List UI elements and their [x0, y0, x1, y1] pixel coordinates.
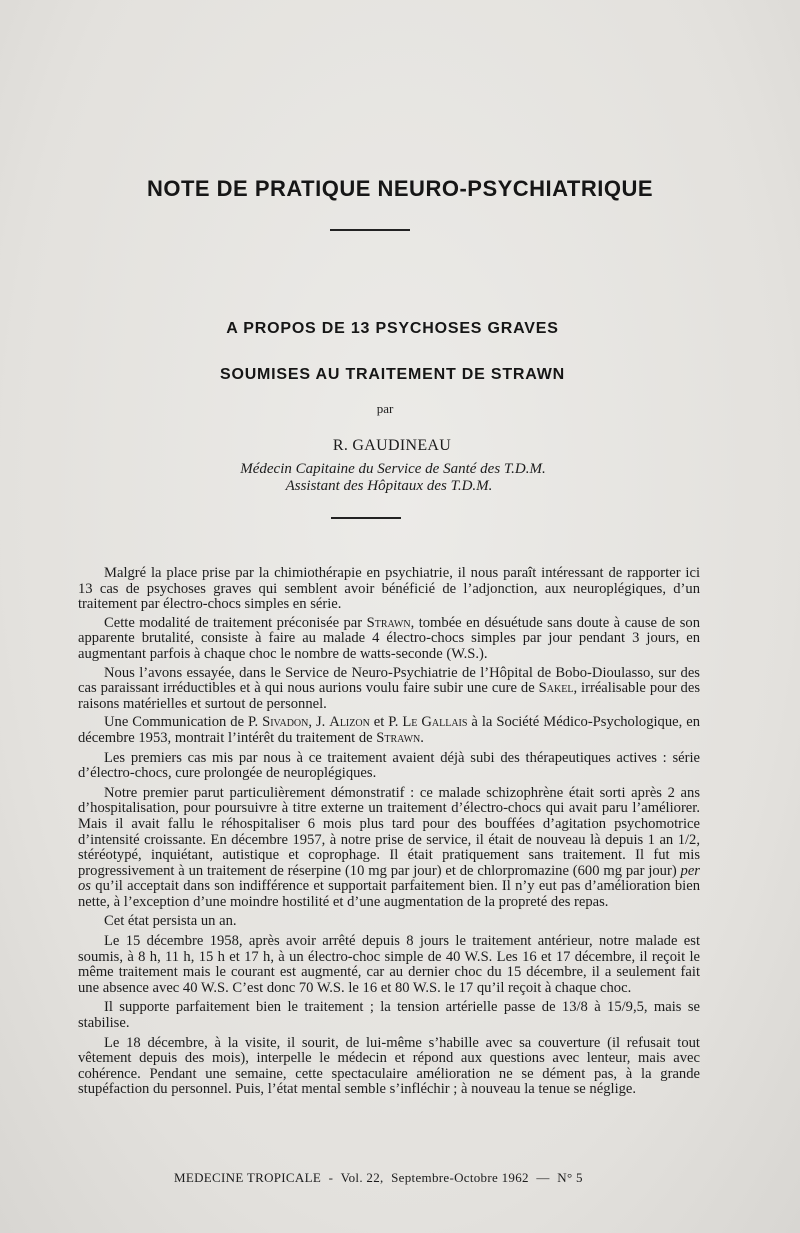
paragraph-7: Cet état persista un an.: [104, 913, 237, 930]
paragraph-8: Le 15 décembre 1958, après avoir arrêté depuis 8 jours le traitement antérieur, notre malade est soumis, à 8 h, 11 h, 15 h et 17 h, à un électro-choc simple de 40 W.S. Les 16 et 17 décembre, il reçoit le même traitement mais le courant est augmenté, car au dernier choc du 15 décembre, il a seulement fait une absence avec 40 W.S. C’est donc 70 W.S. le 16 et 80 W.S. le 17 qu’il reçoit à chaque choc.: [78, 933, 700, 996]
paragraph-3: Nous l’avons essayée, dans le Service de Neuro-Psychiatrie de l’Hôpital de Bobo-Dioulasso, sur des cas paraissant irréductibles et à qui nous aurions voulu faire subir une cure de Sakel, irréalisable pour des raisons matérielles et surtout de personnel.: [78, 664, 701, 712]
paragraph-1: Malgré la place prise par la chimiothérapie en psychiatrie, il nous paraît intéressant de rapporter ici 13 cas de psychoses graves qui semblent avoir bénéficié de l’adjonction, aux neuroplégiques, d’un traitement par électro-chocs simples en série.: [78, 565, 700, 613]
article-title-line-2: SOUMISES AU TRAITEMENT DE STRAWN: [219, 366, 565, 383]
byline-par: par: [376, 401, 394, 416]
footer-date: Septembre-Octobre 1962: [391, 1170, 529, 1185]
footer-journal: MEDECINE TROPICALE: [174, 1170, 322, 1185]
page-footer: MEDECINE TROPICALE - Vol. 22, Septembre-Octobre 1962 — N° 5: [174, 1170, 583, 1185]
paragraph-2: Cette modalité de traitement préconisée par Strawn, tombée en désuétude sans doute à cause de son apparente brutalité, consiste à faire au malade 4 électro-chocs simples par jour pendant 3 jours, en augmentant parfois à chaque choc le nombre de watts-seconde (W.S.).: [78, 614, 700, 662]
section-title: NOTE DE PRATIQUE NEURO-PSYCHIATRIQUE: [146, 176, 654, 201]
paragraph-4: Une Communication de P. Sivadon, J. Alizon et P. Le Gallais à la Société Médico-Psychologique, en décembre 1953, montrait l’intérêt du traitement de Strawn.: [78, 714, 701, 746]
paragraph-10: Le 18 décembre, à la visite, il sourit, de lui-même s’habille avec sa couverture (il refusait tout vêtement depuis des mois), interpelle le médecin et répond aux questions avec lenteur, mais avec cohérence. Pendant une semaine, cette spectaculaire amélioration ne se dément pas, à la grande stupéfaction du personnel. Puis, l’état mental semble s’infléchir ; à nouveau la tenue se néglige.: [78, 1034, 700, 1098]
title-divider: [330, 229, 410, 231]
author-affiliation-2: Assistant des Hôpitaux des T.D.M.: [285, 478, 493, 494]
name-sakel: Sakel: [538, 680, 574, 697]
paragraph-5: Les premiers cas mis par nous à ce traitement avaient déjà subi des thérapeutiques actives : série d’électro-chocs, cure prolongée de neuroplégiques.: [78, 749, 700, 782]
name-strawn: Strawn: [366, 614, 411, 631]
paragraph-6: Notre premier parut particulièrement démonstratif : ce malade schizophrène était sorti après 2 ans d’hospitalisation, pour poursuivre à titre externe un traitement d’électro-chocs qui avait paru l’améliorer. Mais il avait fallu le réhospitaliser 6 mois plus tard pour des bouffées d’agitation psychomotrice d’intensité croissante. En décembre 1957, à notre prise de service, il était de nouveau là depuis 1 an 1/2, stéréotypé, inquiétant, autistique et coprophage. Il était pratiquement sans traitement. Il fut mis progressivement à un traitement de réserpine (10 mg par jour) et de chlorpromazine (600 mg par jour) per os qu’il acceptait dans son indifférence et supportait parfaitement bien. Il n’y eut pas d’amélioration bien nette, à l’exception d’une moindre hostilité et d’une augmentation de la propreté des repas.: [78, 784, 700, 910]
author-affiliation-1: Médecin Capitaine du Service de Santé des T.D.M.: [240, 461, 546, 477]
article-body: [78, 566, 700, 1101]
footer-number: N° 5: [557, 1170, 583, 1185]
header-divider: [331, 517, 401, 519]
author-name: R. GAUDINEAU: [332, 437, 452, 454]
footer-volume: Vol. 22,: [340, 1170, 384, 1185]
paragraph-9: Il supporte parfaitement bien le traitement ; la tension artérielle passe de 13/8 à 15/9,5, mais se stabilise.: [78, 999, 700, 1032]
article-title-line-1: A PROPOS DE 13 PSYCHOSES GRAVES: [226, 320, 559, 337]
